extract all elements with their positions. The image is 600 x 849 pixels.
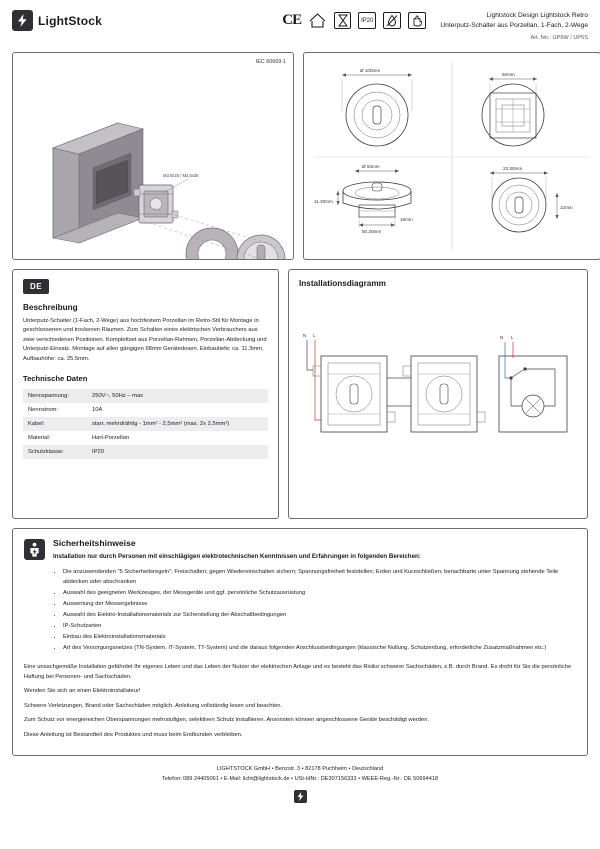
- description-text: Unterputz-Schalter (1-Fach, 2-Wege) aus hochfestem Porzellan im Retro-Stil für Montage in geschlossenen und trockenen Räumen. Zum Schalten eines elektrischen Verbrauchers aus zwei verschiedenen Positionen. Komplettset aus Porzellan-Rahmen, Porzellan-Abdeckung und Unterputz-Einsatz. Montage auf allen gängigen 68mm Gerätedosen. Einbautiefe: ca. 11.3mm, Aufbauhöhe: ca. 25.5mm.: [23, 318, 267, 362]
- exploded-view-panel: [12, 52, 294, 260]
- footer-company: LIGHTSTOCK GmbH • Benzstr. 3 • 82178 Puchheim • Deutschland: [216, 766, 384, 773]
- ce-mark-icon: CE: [282, 12, 302, 28]
- dim-depth: 23.30mm: [503, 166, 523, 171]
- diagram-label-l-left: L: [313, 333, 316, 338]
- ip20-badge: IP20: [358, 12, 376, 29]
- installation-diagram-panel: [288, 269, 588, 519]
- description-panel: [12, 269, 279, 519]
- dim-height-left: 11.30mm: [314, 199, 333, 204]
- safety-paragraph: Eine unsachgemäße Installation gefährdet Ihr eigenes Leben und das Leben der Nutzer der elektrischen Anlage und es besteht das Risiko schwerer Sachschäden, z.B. durch Brand. Es droht für Sie die persönliche Haftung bei Personen- und Sachschäden.: [24, 664, 572, 680]
- footer-contact: Telefon: 089 24405061 • E-Mail: licht@lightstock.de • USt-IdNr.: DE307156333 • WEEE-Reg.-Nr.: DE 50694418: [161, 776, 439, 783]
- spec-value: 10A: [92, 406, 103, 413]
- dim-width-bottom: 50.30mm: [362, 229, 382, 234]
- screw-label: M3,5x25 / M3,5x35: [163, 173, 199, 178]
- spec-key: Schutzklasse:: [23, 445, 87, 459]
- drawings-row: [12, 52, 588, 260]
- electrician-warning-icon: [24, 539, 45, 560]
- list-item: • Auswahl des Elektro-Installationsmaterials zur Sicherstellung der Abschaltbedingungen: [63, 611, 576, 621]
- diagram-label-n: N: [500, 335, 504, 340]
- brand-logo: [12, 10, 102, 31]
- spec-key: Material:: [28, 434, 51, 441]
- dim-small-right: 18mm: [400, 217, 413, 222]
- diagram-label-l: L: [511, 335, 514, 340]
- list-item: • Auswahl des geeigneten Werkzeuges, der Messgeräte und ggf. persönliche Schutzausrüstung: [63, 589, 576, 599]
- safety-paragraph: Wenden Sie sich an einen Elektroinstallateur!: [24, 688, 141, 695]
- spec-key: Kabel:: [23, 417, 87, 431]
- dimension-drawings: [304, 53, 600, 259]
- spec-value: starr, mehrdrähtig - 1mm² - 2,5mm² (max. 2x 2,5mm²): [87, 417, 268, 431]
- safety-subtitle: Installation nur durch Personen mit einschlägigen elektrotechnischen Kenntnissen und Erfahrungen in folgenden Bereichen:: [53, 553, 421, 560]
- list-item: • Die anzuwendenden "5 Sicherheitsregeln": Freischalten; gegen Wiedereinschalten sichern; Spannungsfreiheit feststellen; Erden und Kurzschließen; benachbarte unter Spannung stehende Teile abdecken oder abschranken: [63, 568, 576, 588]
- table-row: [23, 389, 268, 403]
- dim-front-diameter: Ø 100mm: [360, 68, 381, 73]
- technical-data-table: [23, 389, 268, 459]
- description-heading: Beschreibung: [23, 303, 78, 312]
- safety-bullet-list: [54, 568, 576, 654]
- dimension-views-panel: [303, 52, 600, 260]
- safety-paragraph: Diese Anleitung ist Bestandteil des Produktes und muss beim Endkunden verbleiben.: [24, 731, 243, 738]
- safety-title: Sicherheitshinweise: [53, 538, 136, 548]
- list-item: • IP-Schutzarten: [63, 622, 576, 632]
- spec-value: 250V~, 50Hz – max: [87, 389, 268, 403]
- lightning-bolt-icon: [12, 10, 33, 31]
- hourglass-icon: [334, 12, 351, 29]
- page-header: [12, 10, 588, 52]
- table-row: [23, 403, 268, 417]
- table-row: [23, 445, 268, 459]
- list-item: • Einbau des Elektroinstallationsmaterials: [63, 633, 576, 643]
- installation-diagram-title: Installationsdiagramm: [299, 279, 386, 288]
- product-title-line1: Lightstock Design Lightstock Retro: [486, 12, 588, 19]
- diagram-label-n-left: N: [303, 333, 307, 338]
- safety-panel: [12, 528, 588, 756]
- safety-paragraph: Schwere Verletzungen, Brand oder Sachschäden möglich. Anleitung vollständig lesen und beachten.: [24, 702, 283, 709]
- language-badge: DE: [23, 279, 49, 294]
- exploded-view-drawing: [13, 53, 293, 259]
- safety-header: [24, 538, 576, 561]
- spec-key: Nennspannung:: [23, 389, 87, 403]
- no-water-icon: [383, 12, 401, 29]
- dim-back-width: 60mm: [502, 72, 515, 77]
- dim-inner-diameter: Ø 63mm: [362, 164, 380, 169]
- hand-tool-icon: [408, 12, 426, 29]
- technical-data-heading: Technische Daten: [23, 373, 88, 383]
- house-icon: [308, 11, 327, 30]
- spec-value: IP20: [87, 445, 268, 459]
- standard-code: IEC 60669-1: [255, 59, 286, 65]
- table-row: [23, 417, 268, 431]
- list-item: • Art des Versorgungsnetzes (TN-System, IT-System, TT-System) und die daraus folgenden Anschlussbedingungen (klassische Nullung, Schutzerdung, erforderliche Zusatzmaßnahmen etc.): [63, 644, 576, 654]
- list-item: • Auswertung der Messergebnisse: [63, 600, 576, 610]
- lightning-bolt-icon: [294, 790, 307, 803]
- dim-right-height: 12mm: [560, 205, 573, 210]
- safety-paragraph: Zum Schutz vor energiereichen Überspannungen mehrstufigen, selektiven Schutz installieren. Ansonsten können angeschlossene Geräte beschädigt werden.: [24, 717, 430, 724]
- product-title: [440, 10, 588, 43]
- product-title-line2: Unterputz-Schalter aus Porzellan, 1-Fach, 2-Wege: [440, 22, 588, 30]
- page-footer: [12, 765, 588, 803]
- certification-icons: [282, 10, 426, 30]
- table-row: [23, 431, 268, 445]
- brand-name: LightStock: [38, 13, 102, 28]
- description-diagram-row: [12, 269, 588, 519]
- spec-value: Hart-Porzellan: [92, 434, 130, 441]
- wiring-diagram: [299, 294, 577, 509]
- spec-key: Nennstrom:: [28, 406, 58, 413]
- article-number: Art. No.: UP6W / UP5S: [530, 35, 588, 42]
